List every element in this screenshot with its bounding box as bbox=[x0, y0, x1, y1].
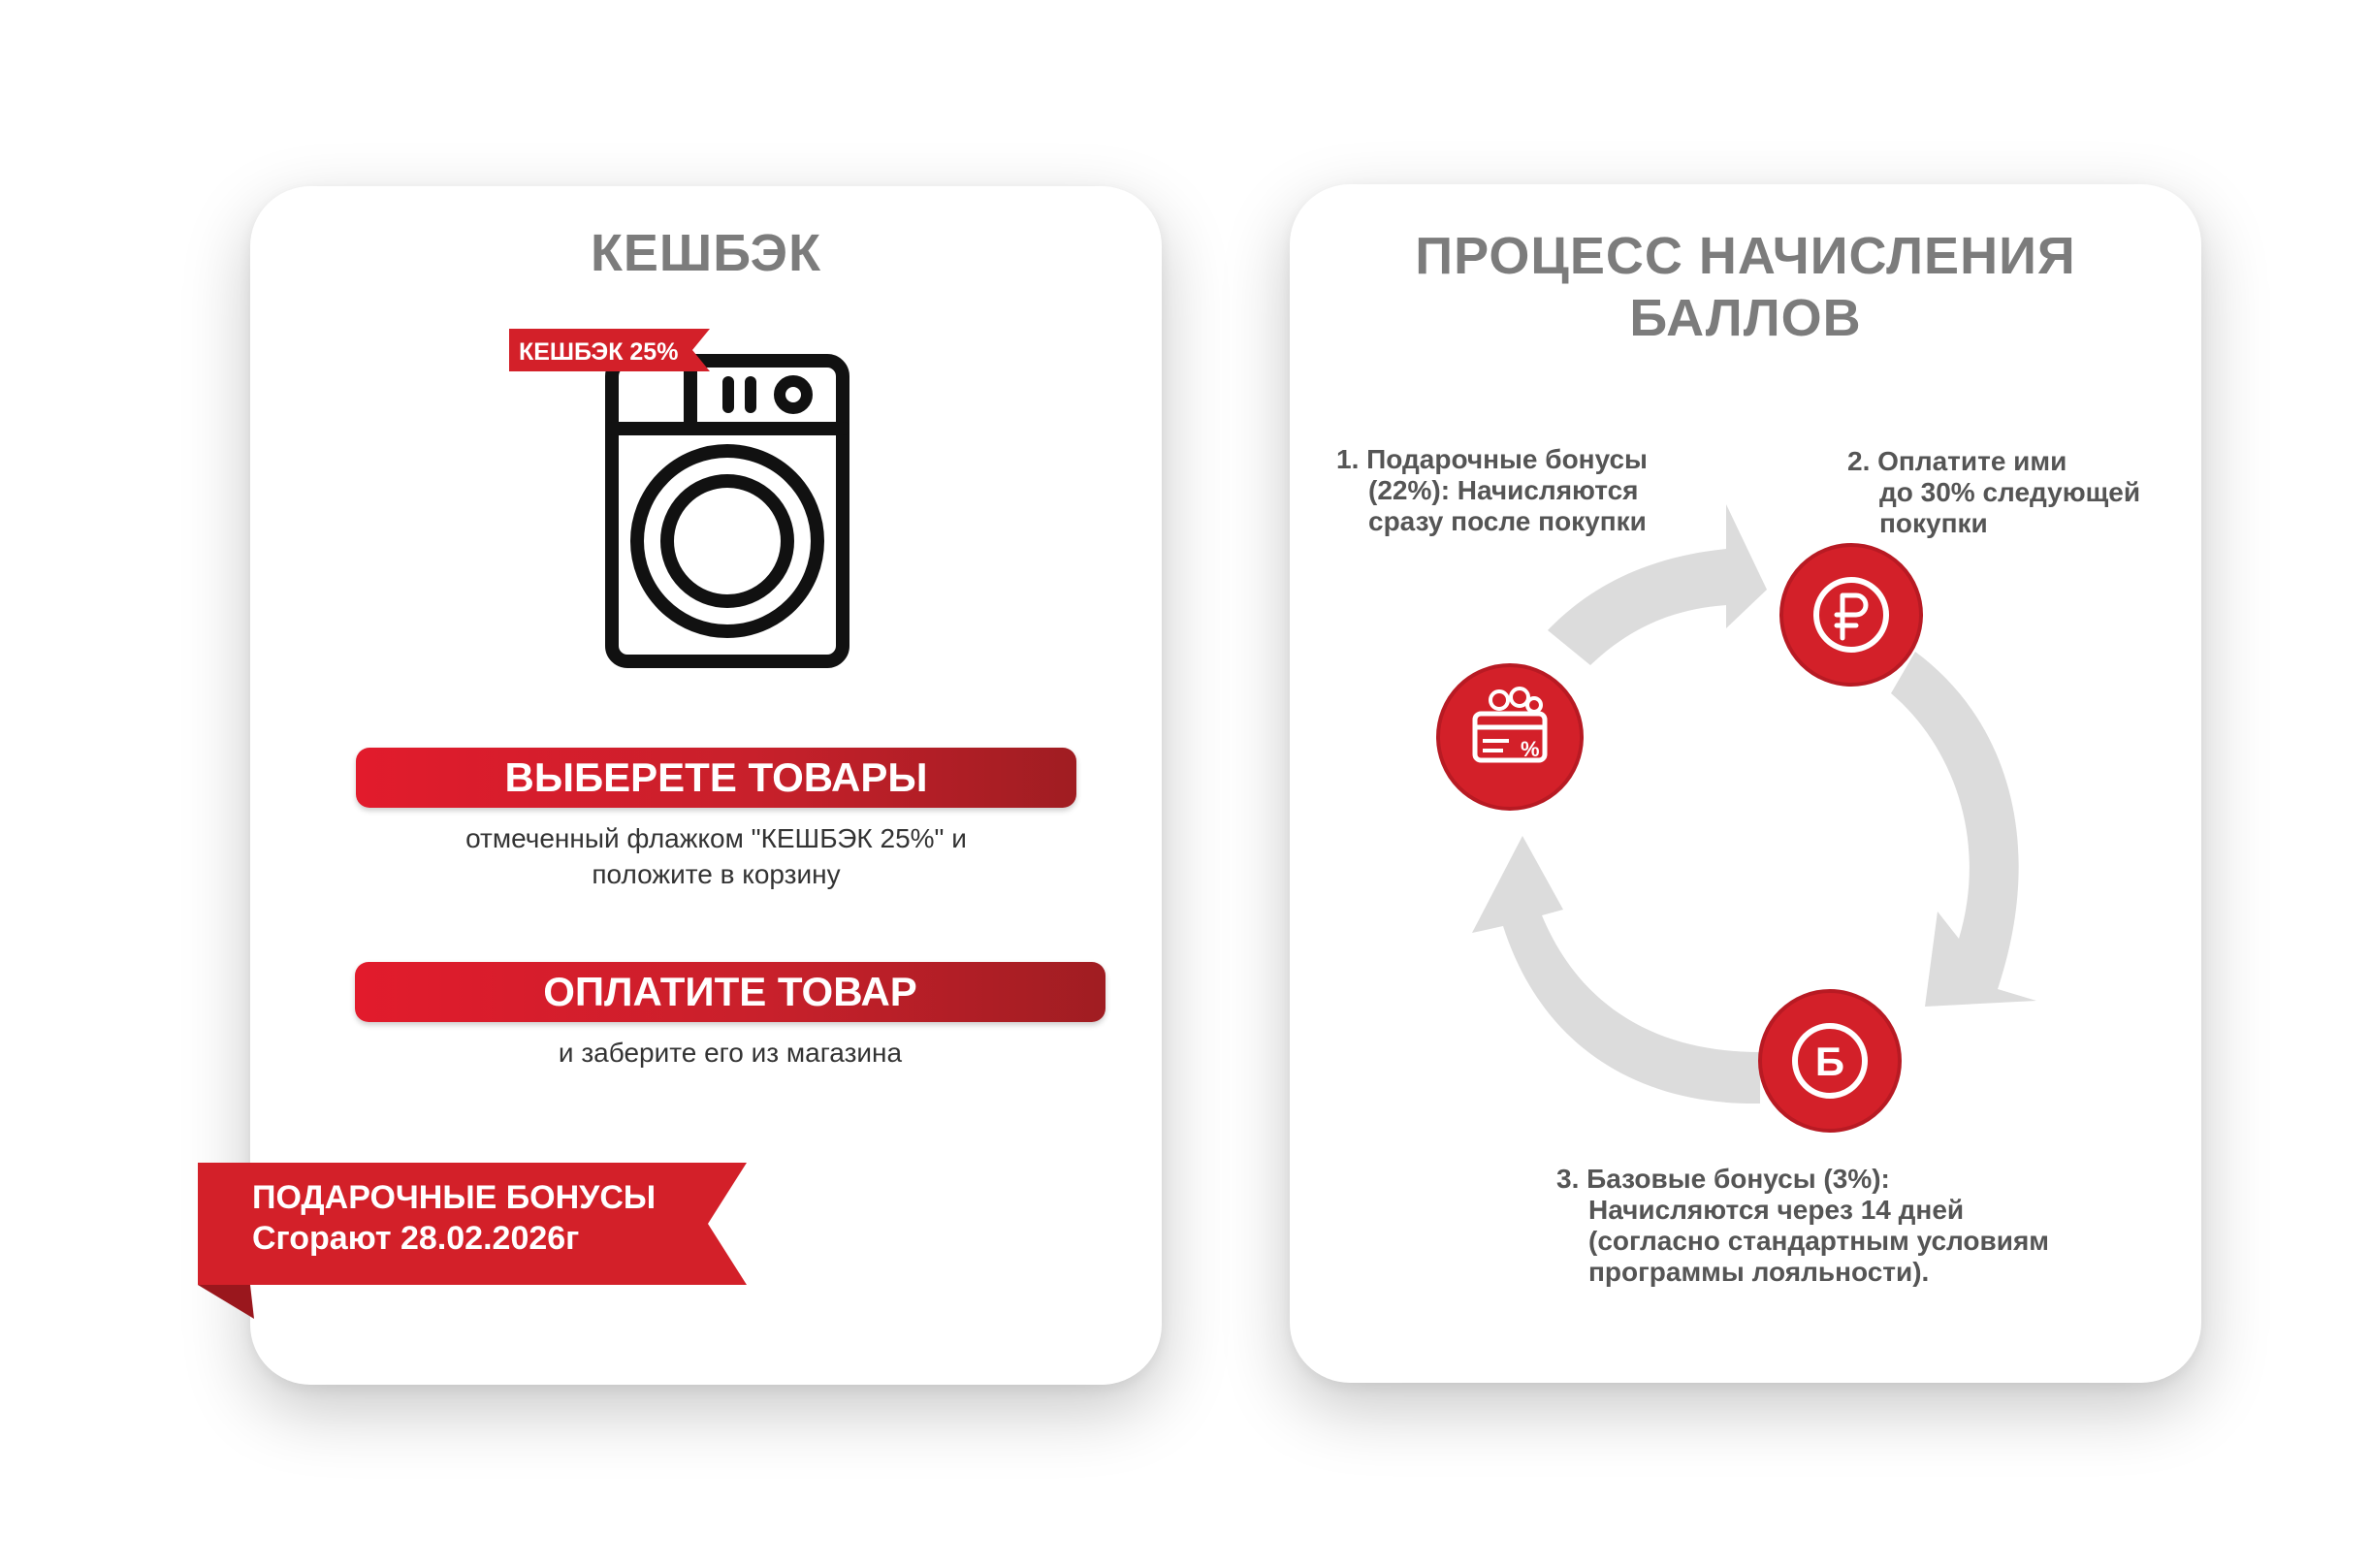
cycle-arrows bbox=[1472, 504, 2036, 1104]
pay-goods-desc: и заберите его из магазина bbox=[558, 1038, 903, 1068]
gift-card-percent-icon bbox=[1438, 665, 1582, 809]
cashback-title: КЕШБЭК bbox=[590, 224, 822, 282]
points-process-title-line1: ПРОЦЕСС НАЧИСЛЕНИЯ bbox=[1415, 227, 2076, 285]
cycle-arrow-left bbox=[1472, 836, 1760, 1104]
cashback-badge-label: КЕШБЭК 25% bbox=[519, 338, 679, 366]
process-step-3-line3: (согласно стандартным условиям bbox=[1588, 1226, 2050, 1256]
select-goods-desc-line1: отмеченный флажком "КЕШБЭК 25%" и bbox=[465, 823, 967, 853]
process-step-2 bbox=[1847, 446, 2177, 539]
cycle-arrow-right bbox=[1891, 652, 2036, 1007]
ribbon-line2: Сгорают 28.02.2026г bbox=[252, 1220, 580, 1257]
select-goods-label: ВЫБЕРЕТЕ ТОВАРЫ bbox=[504, 754, 928, 800]
bonus-b-coin-icon bbox=[1760, 991, 1900, 1131]
process-step-3 bbox=[1556, 1164, 2099, 1288]
select-goods-desc-line2: положите в корзину bbox=[592, 859, 841, 889]
svg-text:%: % bbox=[1521, 737, 1540, 761]
process-step-1-line2: (22%): Начисляются bbox=[1368, 475, 1639, 505]
points-process-title-line2: БАЛЛОВ bbox=[1629, 289, 1862, 347]
process-step-2-line3: покупки bbox=[1879, 508, 1988, 538]
process-step-2-line2: до 30% следующей bbox=[1879, 477, 2141, 507]
ribbon-line1: ПОДАРОЧНЫЕ БОНУСЫ bbox=[252, 1179, 657, 1216]
process-step-3-line2: Начисляются через 14 дней bbox=[1588, 1195, 1965, 1225]
process-step-2-line1: 2. Оплатите ими bbox=[1847, 446, 2067, 476]
ruble-coin-icon bbox=[1781, 545, 1921, 685]
process-step-1-line3: сразу после покупки bbox=[1368, 506, 1647, 536]
process-step-1-line1: 1. Подарочные бонусы bbox=[1336, 444, 1648, 474]
process-step-3-line4: программы лояльности). bbox=[1588, 1257, 1930, 1287]
process-step-1 bbox=[1336, 444, 1744, 537]
process-step-3-line1: 3. Базовые бонусы (3%): bbox=[1556, 1164, 1890, 1194]
bonus-coin-letter: Б bbox=[1814, 1039, 1845, 1084]
pay-goods-label: ОПЛАТИТЕ ТОВАР bbox=[543, 969, 917, 1014]
